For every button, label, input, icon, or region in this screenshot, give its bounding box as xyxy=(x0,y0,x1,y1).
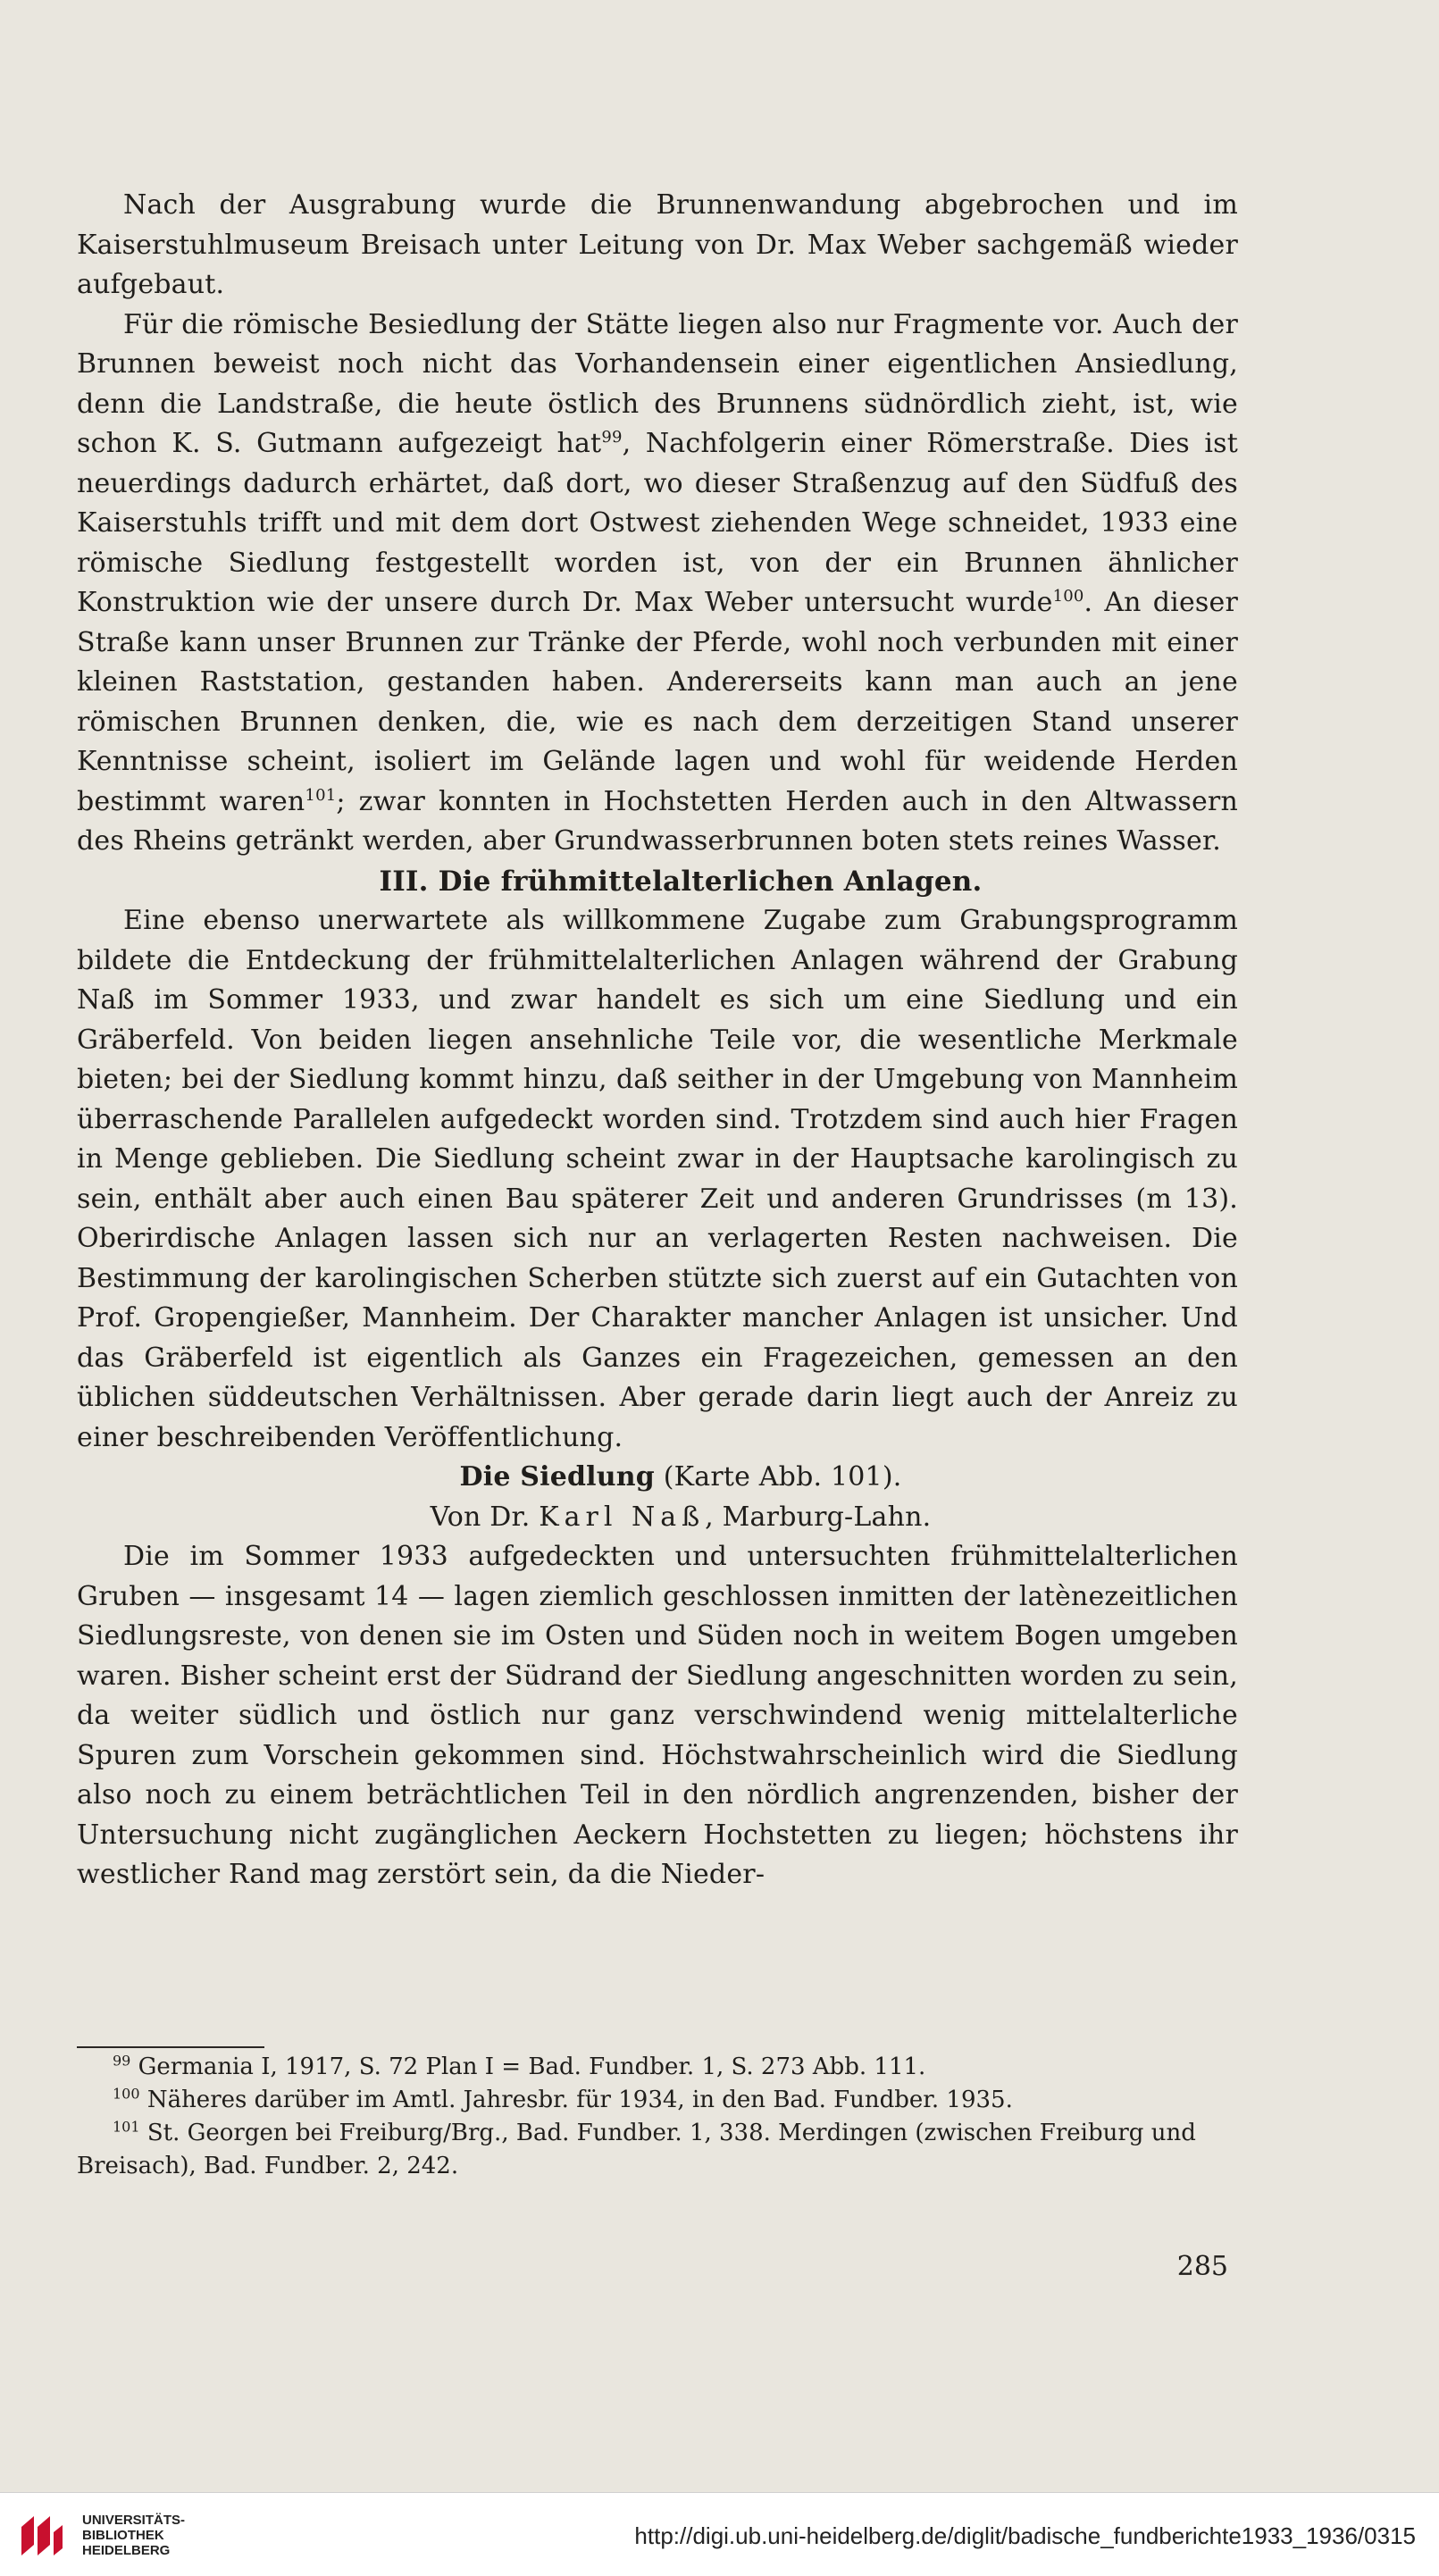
author-name: Karl Naß xyxy=(539,1501,706,1533)
footnote-text: Näheres darüber im Amtl. Jahresbr. für 1934, in den Bad. Fundber. 1935. xyxy=(146,2087,1013,2113)
author-prefix: Von Dr. xyxy=(430,1501,540,1533)
main-text xyxy=(77,186,1238,1895)
section-heading: III. Die frühmittelalterlichen Anlagen. xyxy=(379,865,983,898)
library-name xyxy=(82,2513,185,2558)
paragraph-text: Für die römische Besiedlung der Stätte liegen also nur Fragmente vor. Auch der Brunnen beweist noch nicht das Vorhandensein einer eigentlichen Ansiedlung, denn die Landstraße, die heute östlich des Brunnens südnördlich zieht, ist, wie schon K. S. Gutmann aufgezeigt hat xyxy=(77,308,1238,459)
footnote-ref[interactable]: 101 xyxy=(305,785,337,805)
library-name-line: UNIVERSITÄTS- xyxy=(82,2513,186,2528)
footnote-divider xyxy=(77,2046,264,2048)
library-name-line: HEIDELBERG xyxy=(82,2543,171,2558)
footnote-ref[interactable]: 99 xyxy=(601,428,623,447)
subheading-reference: (Karte Abb. 101). xyxy=(654,1461,902,1493)
subheading xyxy=(77,1458,1238,1498)
paragraph-text: ; zwar konnten in Hochstetten Herden auch in den Altwassern des Rheins getränkt werden, aber Grundwasserbrunnen boten stets reines Wasser. xyxy=(77,785,1238,857)
footnote-number: 99 xyxy=(113,2052,131,2070)
footnote xyxy=(77,2084,1238,2117)
paragraph-text: , Nachfolgerin einer Römerstraße. Dies ist neuerdings dadurch erhärtet, daß dort, wo dieser Straßenzug auf den Südfuß des Kaiserstuhls trifft und mit dem dort Ostwest ziehenden Wege schneidet, 1933 eine römische Siedlung festgestellt worden ist, von der ein Brunnen ähnlicher Konstruktion wie der unsere durch Dr. Max Weber untersucht wurde xyxy=(77,428,1238,618)
footnote-text: St. Georgen bei Freiburg/Brg., Bad. Fundber. 1, 338. Merdingen (zwischen Freiburg und Breisach), Bad. Fundber. 2, 242. xyxy=(77,2120,1196,2179)
viewer-footer xyxy=(0,2492,1439,2576)
author-suffix: , Marburg-Lahn. xyxy=(705,1501,932,1533)
library-name-line: BIBLIOTHEK xyxy=(82,2528,164,2543)
footnote-number: 101 xyxy=(113,2118,140,2136)
source-url-link[interactable]: http://digi.ub.uni-heidelberg.de/diglit/badische_fundberichte1933_1936/0315 xyxy=(634,2522,1416,2549)
paragraph xyxy=(77,305,1238,862)
page-number: 285 xyxy=(1176,2251,1228,2282)
paragraph: Die im Sommer 1933 aufgedeckten und untersuchten frühmittelalterlichen Gruben — insgesamt 14 — lagen ziemlich geschlossen inmitten der latènezeitlichen Siedlungsreste, von denen sie im Osten und Süden noch in weitem Bogen umgeben waren. Bisher scheint erst der Südrand der Siedlung angeschnitten worden zu sein, da weiter südlich und östlich nur ganz verschwindend wenig mittelalterliche Spuren zum Vorschein gekommen sind. Höchstwahrscheinlich wird die Siedlung also noch zu einem beträchtlichen Teil in den nördlich angrenzenden, bisher der Untersuchung nicht zugänglichen Aeckern Hochstetten zu liegen; höchstens ihr westlicher Rand mag zerstört sein, da die Nieder- xyxy=(77,1541,1238,1890)
paragraph: Eine ebenso unerwartete als willkommene Zugabe zum Grabungsprogramm bildete die Entdeckung der frühmittelalterlichen Anlagen während der Grabung Naß im Sommer 1933, und zwar handelt es sich um eine Siedlung und ein Gräberfeld. Von beiden liegen ansehnliche Teile vor, die wesentliche Merkmale bieten; bei der Siedlung kommt hinzu, daß seither in der Umgebung von Mannheim überraschende Parallelen aufgedeckt worden sind. Trotzdem sind auch hier Fragen in Menge geblieben. Die Siedlung scheint zwar in der Hauptsache karolingisch zu sein, enthält aber auch einen Bau späterer Zeit und anderen Grundrisses (m 13). Oberirdische Anlagen lassen sich nur an verlagerten Resten nachweisen. Die Bestimmung der karolingischen Scherben stützte sich zuerst auf ein Gutachten von Prof. Gropengießer, Mannheim. Der Charakter mancher Anlagen ist unsicher. Und das Gräberfeld ist eigentlich als Ganzes ein Fragezeichen, gemessen an den üblichen süddeutschen Verhältnissen. Aber gerade darin liegt auch der Anreiz zu einer beschreibenden Veröffentlichung. xyxy=(77,905,1238,1453)
paragraph-text: . An dieser Straße kann unser Brunnen zur Tränke der Pferde, wohl noch verbunden mit einer kleinen Raststation, gestanden haben. Andererseits kann man auch an jene römischen Brunnen denken, die, wie es nach dem derzeitigen Stand unserer Kenntnisse scheint, isoliert im Gelände lagen und wohl für weidende Herden bestimmt waren xyxy=(77,587,1238,817)
university-library-logo-icon[interactable] xyxy=(14,2509,68,2563)
footnote-text: Germania I, 1917, S. 72 Plan I = Bad. Fundber. 1, S. 273 Abb. 111. xyxy=(138,2053,926,2080)
footnote xyxy=(77,2051,1238,2084)
subheading-title: Die Siedlung xyxy=(459,1461,655,1493)
paragraph: Nach der Ausgrabung wurde die Brunnenwandung abgebrochen und im Kaiserstuhlmuseum Breisach unter Leitung von Dr. Max Weber sachgemäß wieder aufgebaut. xyxy=(77,189,1238,300)
footnotes xyxy=(77,2051,1238,2183)
footnote-number: 100 xyxy=(113,2085,140,2103)
footnote-ref[interactable]: 100 xyxy=(1052,587,1084,606)
footnote xyxy=(77,2117,1238,2183)
author-line xyxy=(77,1498,1238,1538)
